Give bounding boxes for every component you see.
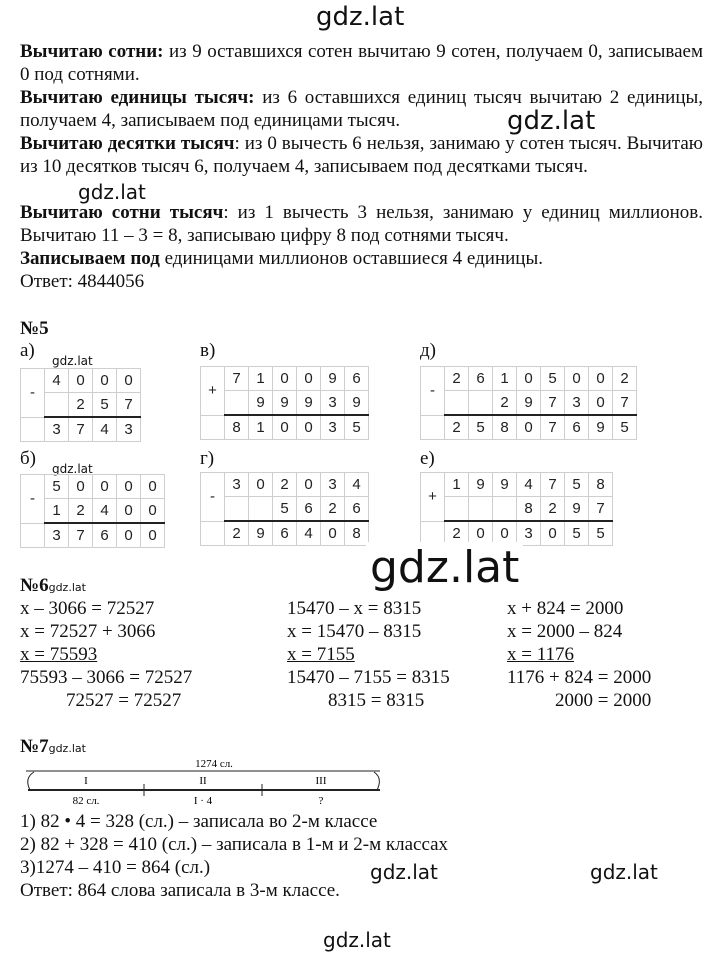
digit-cell: 1 [445,473,469,497]
label-a: а) [20,340,35,361]
digit-cell: 0 [69,475,93,499]
digit-cell: 6 [345,367,369,391]
digit-cell: 6 [297,497,321,522]
digit-cell: 8 [225,415,249,440]
digit-cell: 5 [273,497,297,522]
digit-cell [469,391,493,416]
diagram-part-1: I [84,775,88,787]
digit-cell: 1 [493,367,517,391]
digit-cell: 0 [249,473,273,497]
equation-line: x – 3066 = 72527 [20,598,155,619]
digit-cell: 0 [117,499,141,524]
digit-cell: 0 [141,523,165,548]
equation-line: x = 15470 – 8315 [287,621,422,642]
operator-cell: - [421,367,445,416]
operand-row [21,369,141,393]
equation-line: x = 2000 – 824 [507,621,623,642]
solution-step-2: 2) 82 + 328 = 410 (сл.) – записала в 1-м и 2-м классах [20,834,449,855]
grid-d [420,366,637,440]
digit-cell [225,391,249,416]
digit-cell: 3 [117,417,141,442]
operator-cell [21,523,45,548]
digit-cell: 6 [345,497,369,522]
grid-a [20,368,141,442]
grid-v [200,366,369,440]
equation-check: 72527 = 72527 [66,690,182,711]
digit-cell: 7 [225,367,249,391]
operand-row [201,391,369,416]
digit-cell: 0 [517,367,541,391]
task7-title: №7gdz.lat [20,736,86,757]
digit-cell: 0 [469,521,493,546]
digit-cell: 3 [45,523,69,548]
digit-cell: 4 [345,473,369,497]
label-v: в) [200,340,216,361]
diagram-part-2: II [199,775,207,787]
digit-cell: 2 [541,497,565,522]
digit-cell: 0 [297,367,321,391]
digit-cell: 9 [345,391,369,416]
diagram-below-1: 82 сл. [72,795,100,807]
operator-cell [201,521,225,546]
digit-cell: 5 [541,367,565,391]
digit-cell: 0 [117,369,141,393]
solution-step-3: 3)1274 – 410 = 864 (сл.) [20,857,211,878]
digit-cell: 7 [589,497,613,522]
digit-cell: 5 [469,415,493,440]
digit-cell: 5 [589,521,613,546]
equation-check: 2000 = 2000 [555,690,652,711]
equation-line: 15470 – x = 8315 [287,598,422,619]
digit-cell: 2 [613,367,637,391]
digit-cell: 0 [273,367,297,391]
digit-cell [249,497,273,522]
operand-row [421,473,613,497]
digit-cell: 5 [613,415,637,440]
result-row [201,415,369,440]
result-row [21,417,141,442]
digit-cell: 7 [69,417,93,442]
watermark-a: gdz.lat [52,354,93,368]
digit-cell: 7 [541,391,565,416]
operand-row [421,367,637,391]
operator-cell [421,415,445,440]
equation-check: 75593 – 3066 = 72527 [20,667,193,688]
digit-cell: 3 [565,391,589,416]
digit-cell: 0 [69,369,93,393]
equation-result: x = 75593 [20,644,98,665]
digit-cell: 3 [225,473,249,497]
digit-cell: 6 [273,521,297,546]
result-row [201,521,369,546]
digit-cell: 2 [69,393,93,418]
digit-cell: 3 [517,521,541,546]
digit-cell [45,393,69,418]
digit-cell: 2 [493,391,517,416]
digit-cell: 7 [613,391,637,416]
digit-cell: 0 [117,523,141,548]
diagram-below-3: ? [318,795,324,807]
segment-diagram [22,756,392,810]
digit-cell: 9 [469,473,493,497]
operator-cell: - [21,475,45,524]
digit-cell: 1 [249,367,273,391]
digit-cell: 7 [117,393,141,418]
label-e: е) [420,448,435,469]
watermark-footer: gdz.lat [323,928,391,952]
digit-cell: 9 [249,391,273,416]
digit-cell: 0 [589,367,613,391]
watermark-large: gdz.lat [366,542,523,593]
digit-cell: 2 [225,521,249,546]
digit-cell: 5 [93,393,117,418]
grid-g [200,472,369,546]
digit-cell: 2 [445,367,469,391]
equation-result: x = 1176 [507,644,575,665]
digit-cell: 0 [297,473,321,497]
digit-cell: 0 [321,521,345,546]
paragraph-millions: Записываем под единицами миллионов оставшиеся 4 единицы. [20,248,543,269]
watermark-b: gdz.lat [52,462,93,476]
grid-b [20,474,165,548]
digit-cell: 0 [141,499,165,524]
digit-cell: 7 [541,473,565,497]
equation-line: x = 72527 + 3066 [20,621,156,642]
digit-cell: 2 [445,521,469,546]
operand-row [201,367,369,391]
digit-cell: 2 [321,497,345,522]
digit-cell: 9 [565,497,589,522]
operator-cell: + [421,473,445,522]
watermark-mid-right: gdz.lat [507,106,596,136]
digit-cell: 3 [321,473,345,497]
operator-cell: + [201,367,225,416]
digit-cell: 3 [321,391,345,416]
digit-cell: 9 [273,391,297,416]
digit-cell: 0 [273,415,297,440]
operand-row [421,497,613,522]
equation-check: 15470 – 7155 = 8315 [287,667,450,688]
digit-cell [445,497,469,522]
digit-cell: 1 [45,499,69,524]
digit-cell: 4 [93,499,117,524]
digit-cell [469,497,493,522]
task6-title: №6gdz.lat [20,575,86,596]
digit-cell: 5 [345,415,369,440]
digit-cell: 4 [93,417,117,442]
watermark-small-left: gdz.lat [78,180,146,204]
paragraph-hundreds: Вычитаю сотни: из 9 оставшихся сотен вычитаю 9 сотен, получаем 0, записываем 0 под сотнями. [20,41,703,85]
equation-check: 8315 = 8315 [328,690,425,711]
result-row [421,415,637,440]
digit-cell: 2 [273,473,297,497]
digit-cell: 0 [93,475,117,499]
digit-cell: 0 [297,415,321,440]
digit-cell: 9 [249,521,273,546]
grid-e [420,472,613,546]
equation-line: x + 824 = 2000 [507,598,624,619]
digit-cell: 4 [517,473,541,497]
diagram-total: 1274 сл. [195,758,233,770]
digit-cell [493,497,517,522]
diagram-below-2: I · 4 [193,795,213,807]
paragraph-units-of-thousands: Вычитаю единицы тысяч: из 6 оставшихся единиц тысяч вычитаю 2 единицы, получаем 4, записываем под единицами тысяч. [20,87,704,131]
digit-cell: 6 [565,415,589,440]
digit-cell: 0 [589,391,613,416]
digit-cell: 0 [541,521,565,546]
digit-cell: 9 [589,415,613,440]
digit-cell: 0 [565,367,589,391]
digit-cell: 4 [45,369,69,393]
paragraph-tens-of-thousands: Вычитаю десятки тысяч: из 0 вычесть 6 нельзя, занимаю у сотен тысяч. Вычитаю из 10 десятков тысяч 6, получаем 4, записываем под десятками тысяч. [20,133,703,177]
digit-cell: 9 [321,367,345,391]
label-g: г) [200,448,215,469]
digit-cell: 3 [45,417,69,442]
operator-cell: - [21,369,45,418]
digit-cell: 1 [249,415,273,440]
result-row [21,523,165,548]
watermark-bottom-right: gdz.lat [590,860,658,884]
task5-title: №5 [20,318,49,339]
digit-cell: 5 [565,521,589,546]
digit-cell: 5 [565,473,589,497]
answer-task7: Ответ: 864 слова записала в 3-м классе. [20,880,340,901]
equation-result: x = 7155 [287,644,355,665]
watermark-top: gdz.lat [316,2,405,32]
operator-cell [201,415,225,440]
digit-cell: 9 [517,391,541,416]
equation-check: 1176 + 824 = 2000 [507,667,652,688]
label-d: д) [420,340,436,361]
digit-cell: 6 [469,367,493,391]
digit-cell: 0 [493,521,517,546]
digit-cell: 6 [93,523,117,548]
digit-cell: 2 [69,499,93,524]
digit-cell: 7 [69,523,93,548]
digit-cell: 0 [93,369,117,393]
digit-cell: 9 [297,391,321,416]
diagram-part-3: III [315,775,327,787]
digit-cell: 9 [493,473,517,497]
digit-cell: 3 [321,415,345,440]
digit-cell: 7 [541,415,565,440]
digit-cell: 2 [445,415,469,440]
digit-cell: 0 [517,415,541,440]
operand-row [421,391,637,416]
digit-cell: 8 [493,415,517,440]
watermark-bottom-mid: gdz.lat [370,860,438,884]
digit-cell [445,391,469,416]
digit-cell: 5 [45,475,69,499]
operand-row [201,497,369,522]
digit-cell: 8 [345,521,369,546]
operator-cell [21,417,45,442]
operand-row [21,475,165,499]
digit-cell [225,497,249,522]
operand-row [201,473,369,497]
digit-cell: 8 [517,497,541,522]
label-b: б) [20,448,36,469]
digit-cell: 8 [589,473,613,497]
digit-cell: 0 [141,475,165,499]
digit-cell: 0 [117,475,141,499]
solution-step-1: 1) 82 • 4 = 328 (сл.) – записала во 2-м классе [20,811,378,832]
paragraph-hundreds-of-thousands: Вычитаю сотни тысяч: из 1 вычесть 3 нельзя, занимаю у единиц миллионов. Вычитаю 11 – 3 = 8, записываю цифру 8 под сотнями тысяч. [20,202,703,246]
operator-cell: - [201,473,225,522]
digit-cell: 4 [297,521,321,546]
answer-intro: Ответ: 4844056 [20,271,145,292]
